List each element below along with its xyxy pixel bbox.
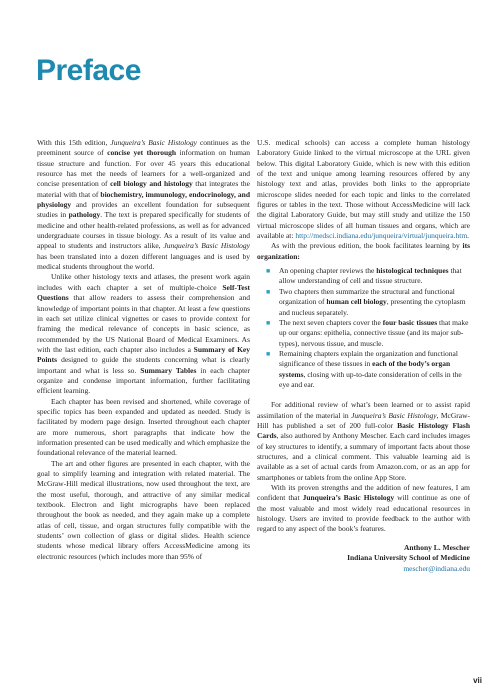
paragraph: With its proven strengths and the addition of new features, I am confident that Junqueira’s Basic Histology will continue as one of the most valuable and most widely read educational resources in histology. Users are invited to provide feedback to the author with regard to any aspect of the book’s features.: [257, 483, 470, 534]
bullet-icon: ■: [266, 318, 271, 327]
organization-list: [257, 266, 470, 390]
list-item: ■ The next seven chapters cover the four basic tissues that make up our organs: epithelia, connective tissue (and its major sub-types), nervous tissue, and muscle.: [266, 317, 469, 348]
paragraph: The art and other figures are presented in each chapter, with the goal to simplify learning and integration with related material. The McGraw-Hill medical illustrations, now used throughout the text, are the most useful, thorough, and attractive of any similar medical textbook. Electron and light micrographs have been replaced throughout the book as needed, and they again make up a complete atlas of cell, tissue, and organ structures fully compatible with the students’ own collection of glass or digital slides. Health science students whose medical library offers AccessMedicine among its electronic resources (which includes more than 95% of: [37, 458, 250, 561]
bullet-icon: ■: [266, 349, 271, 358]
page-number: vii: [473, 676, 482, 685]
paragraph: For additional review of what’s been learned or to assist rapid assimilation of the material in Junqueira’s Basic Histology, McGraw-Hill has published a set of 200 full-color Basic Histology Flash Cards, also authored by Anthony Mescher. Each card includes images of key structures to identify, a summary of important facts about those structures, and a clinical comment. This valuable learning aid is available as a set of actual cards from Amazon.com, or as an app for smartphones or tablets from the online App Store.: [257, 400, 471, 482]
paragraph: With this 15th edition, Junqueira’s Basic Histology continues as the preeminent source of concise yet thorough information on human tissue structure and function. For over 45 years this educational resource has met the needs of learners for a well-organized and concise presentation of cell biology and histology that integrates the material with that of biochemistry, immunology, endocrinology, and physiology and provides an excellent foundation for subsequent studies in pathology. The text is prepared specifically for students of medicine and other health-related professions, as well as for advanced undergraduate courses in tissue biology. As a result of its value and appeal to students and instructors alike, Junqueira’s Basic Histology has been translated into a dozen different languages and is used by medical students throughout the world.: [37, 138, 250, 272]
author-name: Anthony L. Mescher: [403, 542, 470, 552]
paragraph: U.S. medical schools) can access a complete human histology Laboratory Guide linked to the virtual microscope at the URL given below. This digital Laboratory Guide, which is new with this edition of the text and unique among learning resources offered by any histology text and atlas, provides both links to the appropriate microscope slides needed for each topic and links to the correlated figures or tables in the text. Those without AccessMedicine will lack the digital Laboratory Guide, but may still study and utilize the 150 virtual microscope slides of all human tissues and organs, which are available at: http://medsci.indiana.edu/junqueira/virtual/junqueira.htm.: [257, 138, 470, 241]
paragraph: Unlike other histology texts and atlases, the present work again includes with each chapter a set of multiple-choice Self-Test Questions that allow readers to assess their comprehension and knowledge of important points in that chapter. At least a few questions in each set utilize clinical vignettes or cases to provide context for framing the medical relevance of concepts in basic science, as recommended by the US National Board of Medical Examiners. As with the last edition, each chapter also includes a Summary of Key Points designed to guide the students concerning what is clearly important and what is less so. Summary Tables in each chapter organize and condense important information, further facilitating efficient learning.: [37, 272, 250, 396]
bullet-icon: ■: [266, 287, 271, 296]
bullet-icon: ■: [266, 267, 271, 276]
paragraph: Each chapter has been revised and shortened, while coverage of specific topics has been expanded and updated as needed. Study is facilitated by modern page design. Inserted throughout each chapter are more numerous, short paragraphs that indicate how the information presented can be used medically and which emphasize the foundational relevance of the material learned.: [37, 396, 250, 458]
right-column: [257, 138, 470, 574]
page-title: Preface: [36, 54, 141, 87]
author-institution: Indiana University School of Medicine: [347, 553, 470, 563]
signature: [257, 543, 470, 575]
organization-lead: As with the previous edition, the book facilitates learning by its organization:: [257, 241, 470, 261]
list-item: ■ Remaining chapters explain the organization and functional significance of these tissues in each of the body’s organ systems, closing with up-to-date consideration of cells in the eye and ear.: [266, 348, 462, 389]
list-item: ■ An opening chapter reviews the histological techniques that allow understanding of cell and tissue structure.: [266, 266, 462, 286]
left-column: [37, 138, 250, 562]
list-item: ■ Two chapters then summarize the structural and functional organization of human cell biology, presenting the cytoplasm and nucleus separately.: [266, 286, 466, 317]
author-email-link[interactable]: mescher@indiana.edu: [403, 563, 470, 573]
